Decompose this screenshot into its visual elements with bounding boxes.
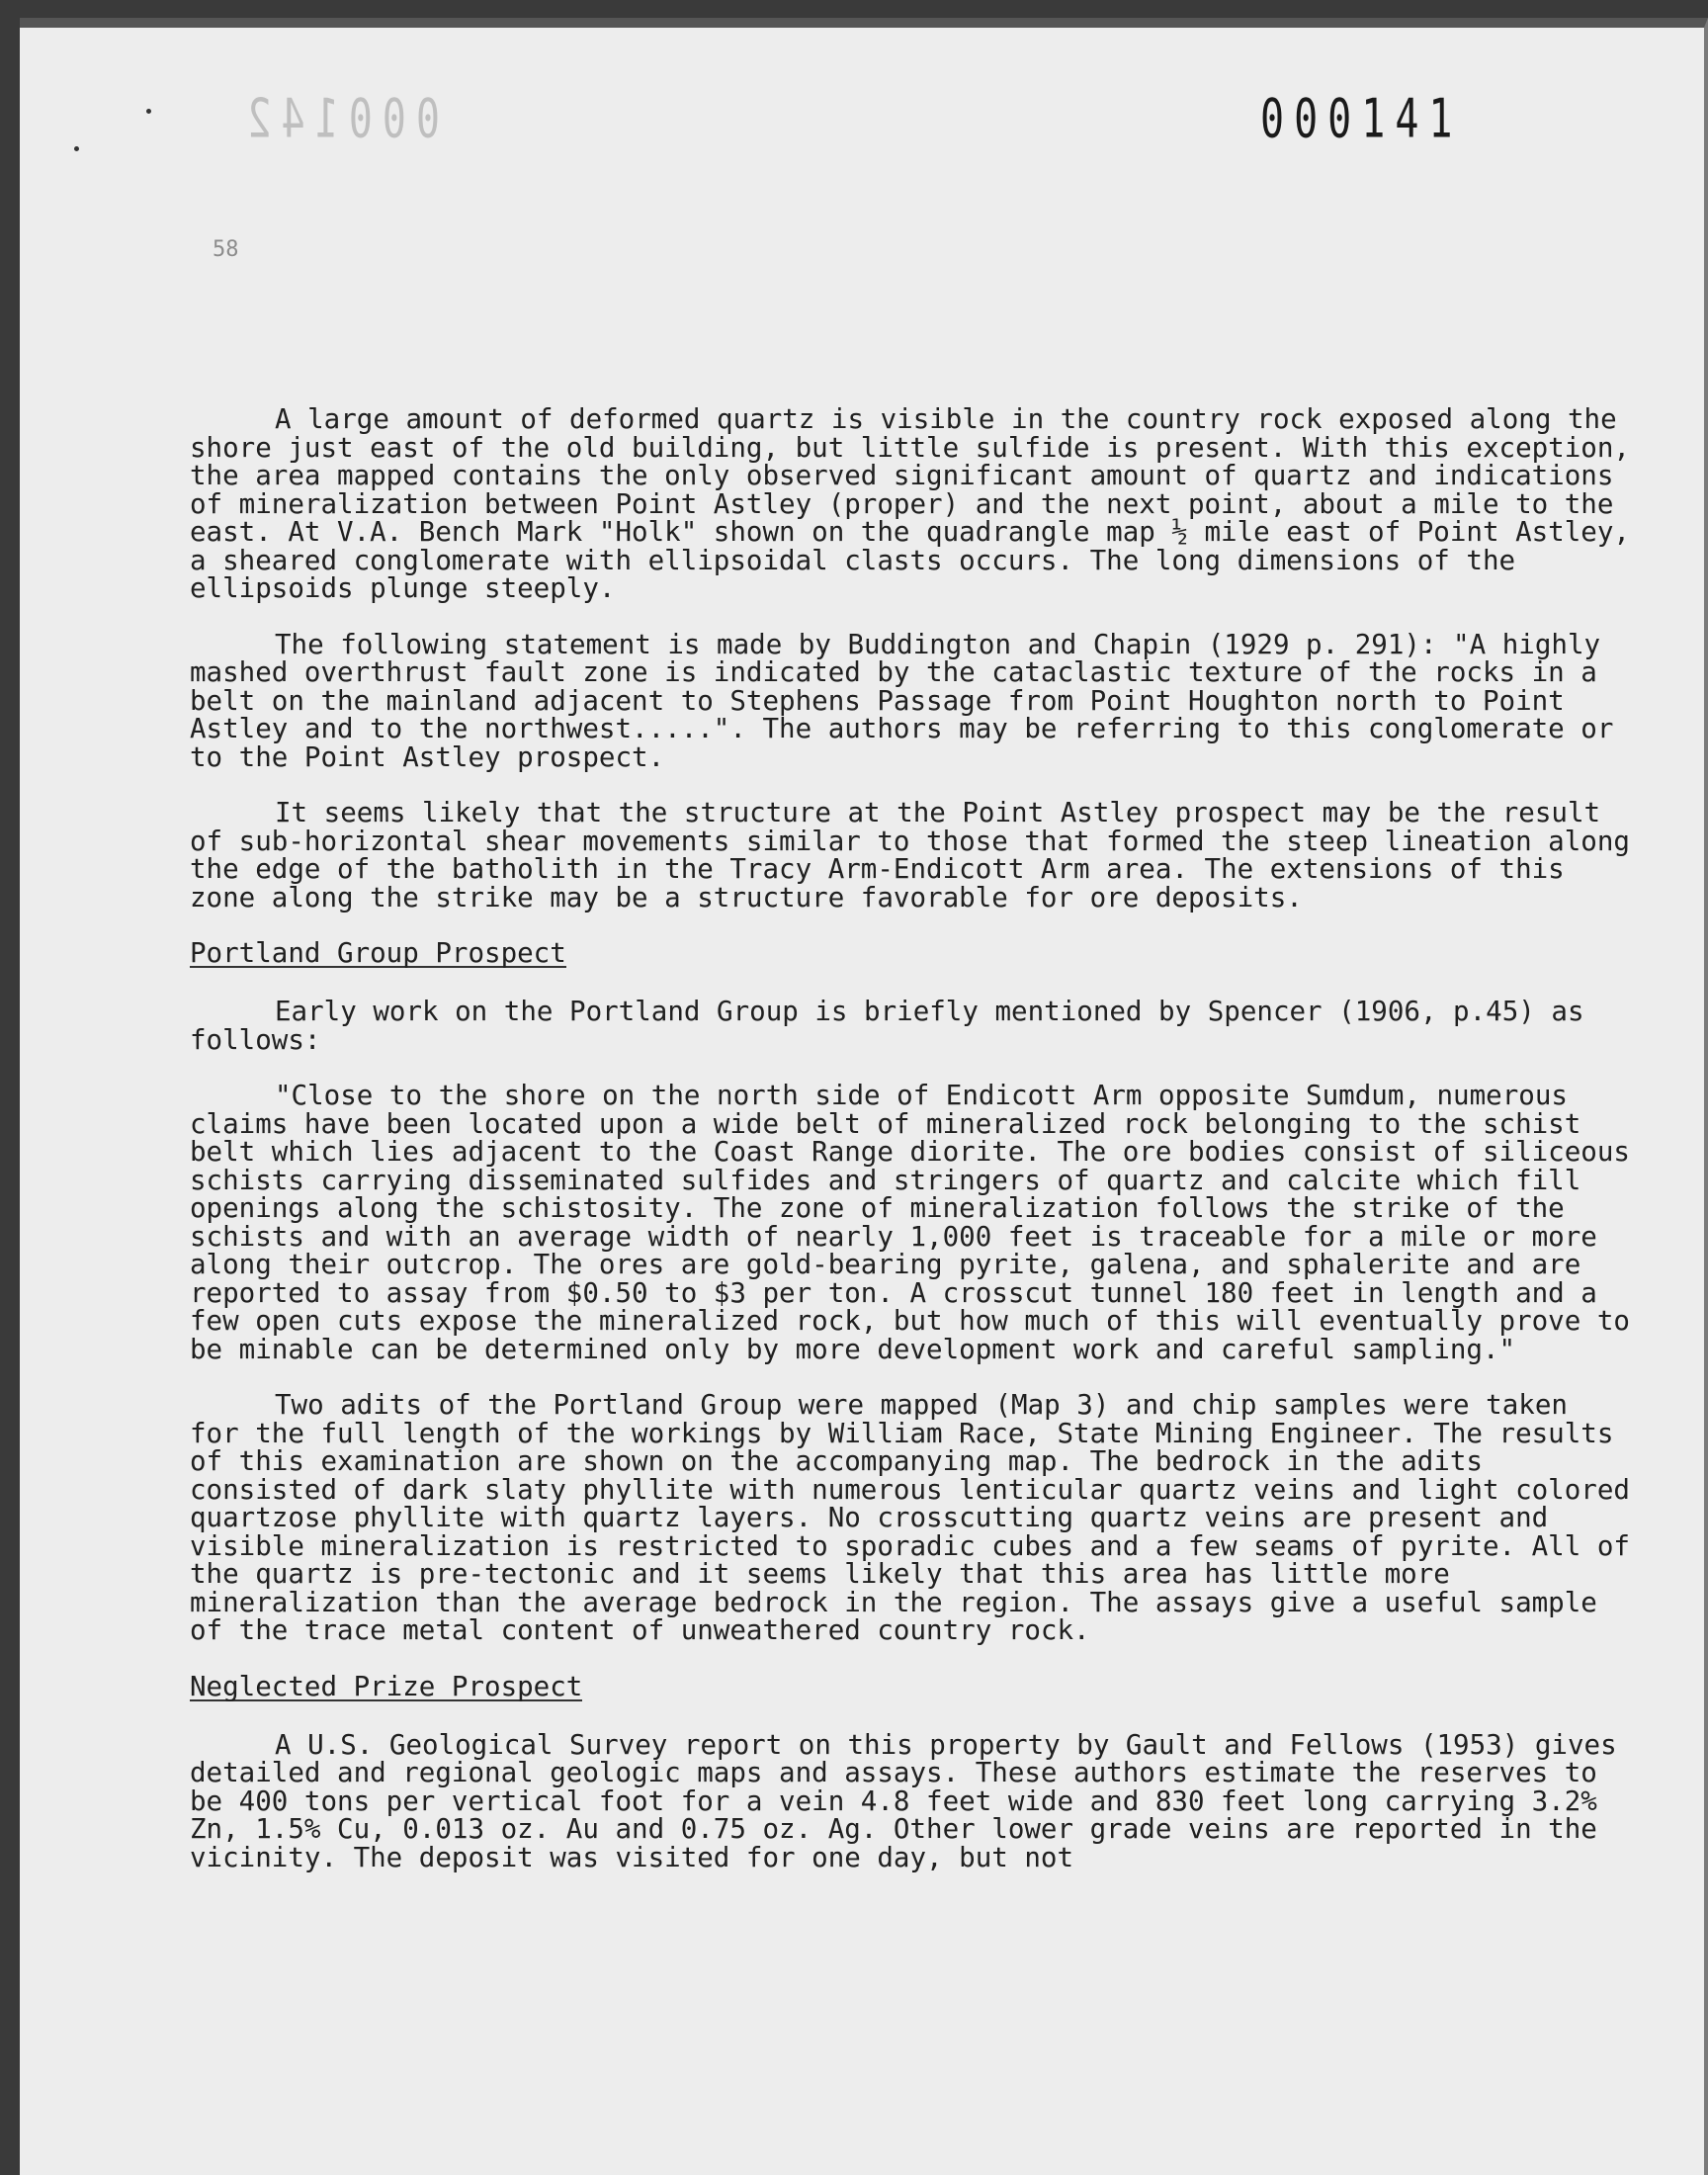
document-page (20, 18, 1708, 2175)
paragraph: A large amount of deformed quartz is visible in the country rock exposed along the shore just east of the old building, but little sulfide is present. With this exception, the area mapped contains the only observed significant amount of quartz and indications of mineralization between Point Astley (proper) and the next point, about a mile to the east. At V.A. Bench Mark "Holk" shown on the quadrangle map ½ mile east of Point Astley, a sheared conglomerate with ellipsoidal clasts occurs. The long dimensions of the ellipsoids plunge steeply. (190, 403, 1630, 604)
document-body (190, 405, 1633, 1899)
paragraph: Early work on the Portland Group is briefly mentioned by Spencer (1906, p.45) as follows: (190, 996, 1584, 1056)
scan-speck (74, 146, 79, 151)
quoted-paragraph: "Close to the shore on the north side of Endicott Arm opposite Sumdum, numerous claims have been located upon a wide belt of mineralized rock belonging to the schist belt which lies adjacent to the Coast Range diorite. The ore bodies consist of siliceous schists carrying disseminated sulfides and stringers of quartz and calcite which fill openings along the schistosity. The zone of mineralization follows the strike of the schists and with an average width of nearly 1,000 feet is traceable for a mile or more along their outcrop. The ores are gold-bearing pyrite, galena, and sphalerite and are reported to assay from $0.50 to $3 per ton. A crosscut tunnel 180 feet in length and a few open cuts expose the mineralized rock, but how much of this will eventually prove to be minable can be determined only by more development work and careful sampling." (190, 1080, 1630, 1365)
section-heading-portland: Portland Group Prospect (190, 937, 566, 969)
paragraph: It seems likely that the structure at the Point Astley prospect may be the result of sub-horizontal shear movements similar to those that formed the steep lineation along the edge of the batholith in the Tracy Arm-Endicott Arm area. The extensions of this zone along the strike may be a structure favorable for ore deposits. (190, 797, 1630, 914)
paragraph: Two adits of the Portland Group were mapped (Map 3) and chip samples were taken for the full length of the workings by William Race, State Mining Engineer. The results of this examination are shown on the accompanying map. The bedrock in the adits consisted of dark slaty phyllite with numerous lenticular quartz veins and light colored quartzose phyllite with quartz layers. No crosscutting quartz veins are present and visible mineralization is restricted to sporadic cubes and a few seams of pyrite. All of the quartz is pre-tectonic and it seems likely that this area has little more mineralization than the average bedrock in the region. The assays give a useful sample of the trace metal content of unweathered country rock. (190, 1389, 1630, 1646)
paragraph: The following statement is made by Buddington and Chapin (1929 p. 291): "A highly mashed overthrust fault zone is indicated by the cataclastic texture of the rocks in a belt on the mainland adjacent to Stephens Passage from Point Houghton north to Point Astley and to the northwest.....". The authors may be referring to this conglomerate or to the Point Astley prospect. (190, 628, 1614, 773)
paragraph: A U.S. Geological Survey report on this property by Gault and Fellows (1953) gives detailed and regional geologic maps and assays. These authors estimate the reserves to be 400 tons per vertical foot for a vein 4.8 feet wide and 830 feet long carrying 3.2% Zn, 1.5% Cu, 0.013 oz. Au and 0.75 oz. Ag. Other lower grade veins are reported in the vicinity. The deposit was visited for one day, but not (190, 1728, 1617, 1873)
page-number: 58 (213, 237, 239, 262)
document-number: 000141 (1260, 89, 1463, 151)
scan-speck (146, 109, 151, 114)
mirrored-document-number: 000142 (237, 89, 440, 151)
section-heading-neglected: Neglected Prize Prospect (190, 1670, 583, 1702)
